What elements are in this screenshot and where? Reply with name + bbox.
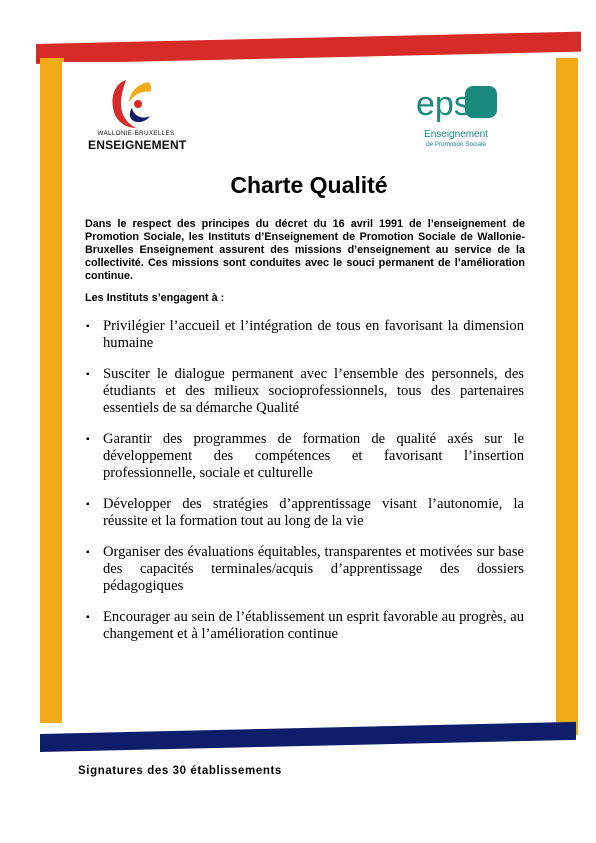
page-title: Charte Qualité	[230, 172, 388, 198]
commitment-text: Encourager au sein de l’établissement un esprit favorable au progrès, au changement et à l’amélioration continue	[103, 609, 524, 642]
commitment-text: Privilégier l’accueil et l’intégration de tous en favorisant la dimension humaine	[103, 318, 524, 351]
bullet-icon: ▪	[86, 434, 90, 445]
signatures-footer: Signatures des 30 établissements	[78, 765, 282, 777]
wb-logo-line1: WALLONIE-BRUXELLES	[97, 130, 175, 137]
wb-logo-line2: ENSEIGNEMENT	[88, 138, 187, 152]
bullet-icon: ▪	[86, 321, 90, 332]
bullet-icon: ▪	[86, 369, 90, 380]
top-red-band	[36, 32, 581, 64]
commitment-item	[86, 544, 524, 595]
commitment-item	[86, 318, 524, 352]
intro-paragraph: Dans le respect des principes du décret du 16 avril 1991 de l’enseignement de Promotion Sociale, les Instituts d’Enseignement de Promotion Sociale de Wallonie-Bruxelles Enseignement assurent des missions d’enseignement au service de la collectivité. Ces missions sont conduites avec le souci permanent de l’amélioration continue.	[85, 218, 525, 282]
commitments-list	[86, 318, 524, 657]
bullet-icon: ▪	[86, 499, 90, 510]
bullet-icon: ▪	[86, 612, 90, 623]
commitment-item	[86, 366, 524, 417]
commitment-item	[86, 496, 524, 530]
bullet-icon: ▪	[86, 547, 90, 558]
commitment-text: Organiser des évaluations équitables, transparentes et motivées sur base des capacités terminales/acquis d’apprentissage des dossiers pédagogiques	[103, 544, 524, 594]
commitment-text: Développer des stratégies d’apprentissage visant l’autonomie, la réussite et la formation tout au long de la vie	[103, 496, 524, 529]
eps-logo	[410, 84, 500, 124]
commitment-text: Garantir des programmes de formation de qualité axés sur le développement des compétences et favorisant l’insertion professionnelle, sociale et culturelle	[103, 431, 524, 481]
right-yellow-band	[556, 58, 578, 735]
commitment-item	[86, 431, 524, 482]
eps-logo-line2: de Promotion Sociale	[426, 141, 486, 148]
commitment-text: Susciter le dialogue permanent avec l’ensemble des personnels, des étudiants et des milieux socioprofessionnels, tous des partenaires essentiels de sa démarche Qualité	[103, 366, 524, 416]
left-yellow-band	[40, 58, 64, 723]
commitment-item	[86, 609, 524, 643]
eps-logo-mark: eps	[416, 85, 471, 123]
engagement-heading: Les Instituts s’engagent à :	[85, 292, 225, 304]
eps-logo-line1: Enseignement	[424, 129, 488, 140]
